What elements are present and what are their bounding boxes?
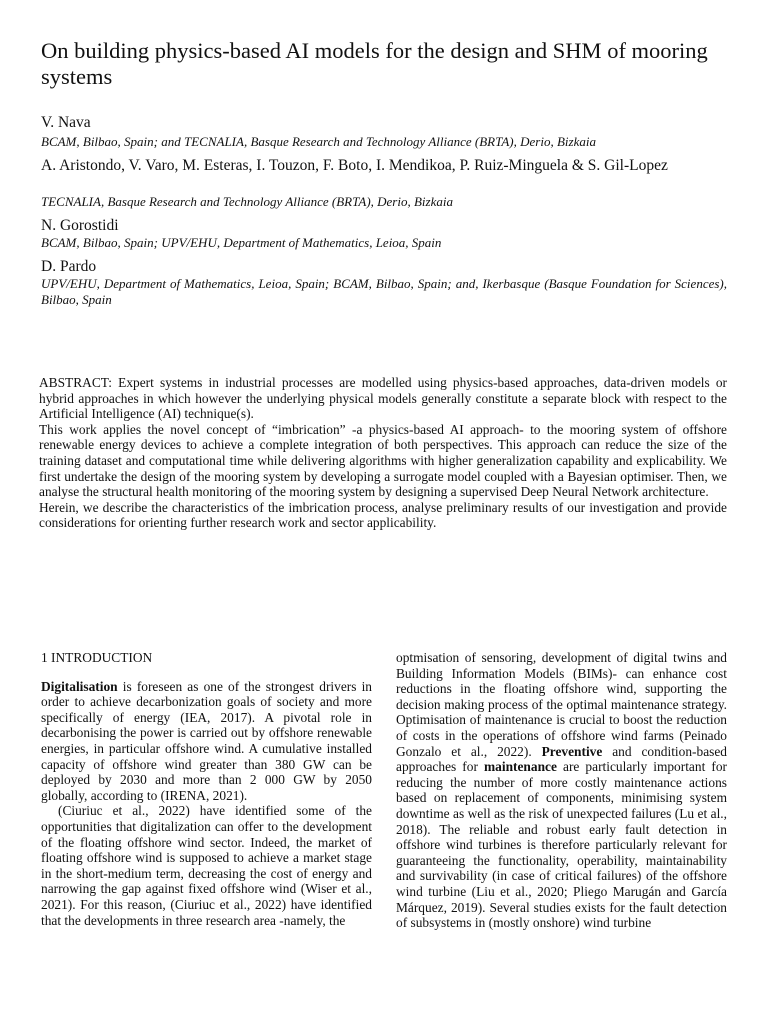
author-line: N. Gorostidi [41,217,119,234]
paragraph-text: is foreseen as one of the strongest drivers in order to achieve decarbonization goals of society and more specifically of energy (IEA, 2017). A pivotal role in decarbonising the power is carried out by offshore renewable energies, in particular offshore wind. A cumulative installed capacity of offshore wind greater than 380 GW can be deployed by 2030 and more than 2 000 GW by 2050 globally, according to (IRENA, 2021). [41,678,372,803]
paragraph-text: and condition-based approaches for [396,743,727,775]
paragraph-text: optmisation of sensoring, development of digital twins and Building Information Models (BIMs)- can enhance cost reductions in the floating offshore wind, supporting the decision making process of the optimal maintenance strategy. Optimisation of maintenance is crucial to boost the reduction of costs in the operations of offshore wind farms (Peinado Gonzalo et al., 2022). [396,650,727,759]
author-line: V. Nava [41,114,91,131]
author-affiliation: TECNALIA, Basque Research and Technology Alliance (BRTA), Derio, Bizkaia [41,194,453,209]
section-heading: 1 INTRODUCTION [41,650,153,665]
abstract-paragraph: This work applies the novel concept of “imbrication” -a physics-based AI approach- to the mooring system of offshore renewable energy devices to achieve a complete integration of both perspectives. This approach can reduce the size of the training dataset and computational time while delivering algorithms with higher generalization capability and explicability. We first undertake the design of the mooring system by developing a surrogate model coupled with a Bayesian optimiser. Then, we analyse the structural health monitoring of the mooring system by designing a supervised Deep Neural Network architecture. [39,421,727,500]
author-affiliation: BCAM, Bilbao, Spain; and TECNALIA, Basque Research and Technology Alliance (BRTA), Derio, Bizkaia [41,134,596,149]
author-affiliation: BCAM, Bilbao, Spain; UPV/EHU, Department of Mathematics, Leioa, Spain [41,235,442,250]
author-line: A. Aristondo, V. Varo, M. Esteras, I. Touzon, F. Boto, I. Mendikoa, P. Ruiz-Minguela & S. Gil-Lopez [41,157,668,174]
paper-title: On building physics-based AI models for the design and SHM of mooring systems [41,38,708,89]
left-column [41,650,372,928]
right-column [396,650,727,931]
bold-term: Preventive [541,743,603,759]
paragraph-text: are particularly important for reducing the number of more costly maintenance actions based on replacement of components, minimising system downtime as well as the risk of unexpected failures (Lu et al., 2018). The reliable and robust early fault detection in offshore wind turbines is therefore particularly relevant for guaranteeing the functionality, operability, maintainability and survivability (in case of critical failures) of the offshore wind turbine (Liu et al., 2020; Pliego Marugán and García Márquez, 2019). Several studies exists for the fault detection of subsystems in (mostly onshore) wind turbine [396,759,727,931]
bold-term: maintenance [484,759,557,775]
body-paragraph [41,679,372,804]
body-paragraph [396,650,727,931]
bold-term: Digitalisation [41,678,118,694]
abstract-paragraph: Herein, we describe the characteristics of the imbrication process, analyse preliminary results of our investigation and provide considerations for orienting further research work and sector applicability. [39,499,727,531]
author-line: D. Pardo [41,258,97,275]
abstract [39,375,727,531]
abstract-paragraph: ABSTRACT: Expert systems in industrial processes are modelled using physics-based approaches, data-driven models or hybrid approaches in which however the underlying physical models generally constitute a separate block with respect to the Artificial Intelligence (AI) technique(s). [39,375,727,422]
author-affiliation: UPV/EHU, Department of Mathematics, Leioa, Spain; BCAM, Bilbao, Spain; and, Ikerbasque (Basque Foundation for Sciences), Bilbao, Spain [41,276,727,307]
body-paragraph: (Ciuriuc et al., 2022) have identified some of the opportunities that digitalization can offer to the development of the floating offshore wind sector. Indeed, the market of floating offshore wind is supposed to achieve a market stage in the short-medium term, decreasing the cost of energy and narrowing the gap against fixed offshore wind (Wiser et al., 2021). For this reason, (Ciuriuc et al., 2022) have identified that the developments in three research area -namely, the [41,803,372,928]
